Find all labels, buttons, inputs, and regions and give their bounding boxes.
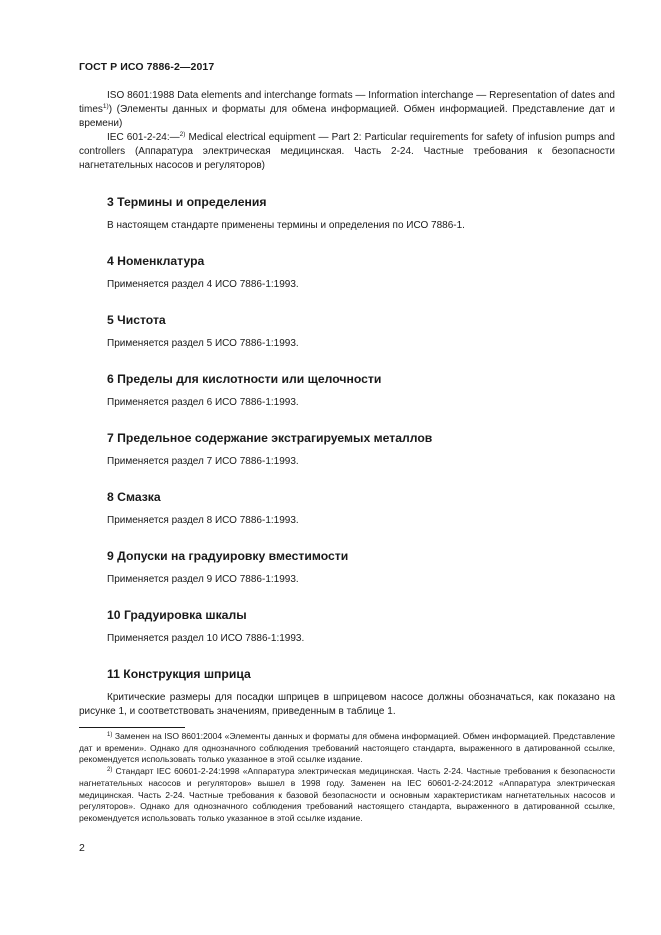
section-4 xyxy=(79,253,615,292)
section-heading: 3 Термины и определения xyxy=(107,195,267,209)
section-6 xyxy=(79,371,615,410)
section-heading: 9 Допуски на градуировку вместимости xyxy=(107,549,349,563)
section-heading: 5 Чистота xyxy=(107,313,166,327)
footnotes xyxy=(79,731,615,825)
section-heading: 10 Градуировка шкалы xyxy=(107,608,247,622)
footnote-marker: 2) xyxy=(179,131,186,138)
reference-iec-601-2-24 xyxy=(79,131,615,173)
section-9 xyxy=(79,548,615,587)
footnote-2 xyxy=(79,766,615,825)
section-text: В настоящем стандарте применены термины и определения по ИСО 7886-1. xyxy=(107,220,465,231)
section-5 xyxy=(79,312,615,351)
section-text: Применяется раздел 6 ИСО 7886-1:1993. xyxy=(107,397,299,408)
footnote-divider xyxy=(79,727,185,728)
footnote-text: Стандарт IEC 60601-2-24:1998 «Аппаратура электрическая медицинская. Часть 2-24. Частные требования к безопасности нагнетательных насосов и регуляторов» вышел в 1998 году. Заменен на IEC 60601-2-24:2012 «Аппаратура электрическая медицинская. Часть 2-24. Частные требования к базовой безопасности и основным характеристикам нагнетательных насосов и регуляторов». Однако для однозначного соблюдения требований настоящего стандарта, выраженного в датированной ссылке, рекомендуется использовать только указанное в этой ссылке издание. xyxy=(79,766,615,823)
main-content xyxy=(79,89,615,719)
footnote-1 xyxy=(79,731,615,766)
reference-text: ISO 8601:1988 Data elements and interchange formats — Information interchange — Representation of dates and times xyxy=(79,90,615,115)
section-text: Применяется раздел 8 ИСО 7886-1:1993. xyxy=(107,515,299,526)
footnote-text: Заменен на ISO 8601:2004 «Элементы данных и форматы для обмена информацией. Обмен информацией. Представление дат и времени». Однако для однозначного соблюдения требований настоящего стандарта, выраженного в датированной ссылке, рекомендуется использовать только указанное в этой ссылке издание. xyxy=(79,731,615,765)
section-10 xyxy=(79,607,615,646)
reference-iso-8601 xyxy=(79,89,615,131)
reference-text: IEC 601-2-24:— xyxy=(107,132,180,143)
page-number: 2 xyxy=(79,842,85,854)
section-text: Применяется раздел 7 ИСО 7886-1:1993. xyxy=(107,456,299,467)
reference-text: Medical electrical equipment — Part 2: Particular requirements for safety of infusion pumps and controllers (Аппаратура электрическая медицинская. Часть 2-24. Частные требования к безопасности нагнетательных насосов и регуляторов) xyxy=(79,132,615,171)
section-heading: 6 Пределы для кислотности или щелочности xyxy=(107,372,382,386)
section-heading: 7 Предельное содержание экстрагируемых металлов xyxy=(107,431,433,445)
footnote-number: 1) xyxy=(107,732,113,738)
section-text: Применяется раздел 9 ИСО 7886-1:1993. xyxy=(107,574,299,585)
section-7 xyxy=(79,430,615,469)
reference-text: ) (Элементы данных и форматы для обмена информацией. Обмен информацией. Представление дат и времени) xyxy=(79,104,615,129)
section-3 xyxy=(79,194,615,233)
footnote-marker: 1) xyxy=(102,103,109,110)
section-text: Применяется раздел 10 ИСО 7886-1:1993. xyxy=(107,633,305,644)
footnote-number: 2) xyxy=(107,767,113,774)
section-heading: 4 Номенклатура xyxy=(107,254,205,268)
document-header: ГОСТ Р ИСО 7886-2—2017 xyxy=(79,61,215,73)
section-text: Применяется раздел 5 ИСО 7886-1:1993. xyxy=(107,338,299,349)
section-text: Критические размеры для посадки шприцев в шприцевом насосе должны обозначаться, как показано на рисунке 1, и соответствовать значениям, приведенным в таблице 1. xyxy=(79,692,615,717)
section-text: Применяется раздел 4 ИСО 7886-1:1993. xyxy=(107,279,299,290)
section-8 xyxy=(79,489,615,528)
section-heading: 11 Конструкция шприца xyxy=(107,667,251,681)
section-heading: 8 Смазка xyxy=(107,490,161,504)
section-11 xyxy=(79,666,615,719)
